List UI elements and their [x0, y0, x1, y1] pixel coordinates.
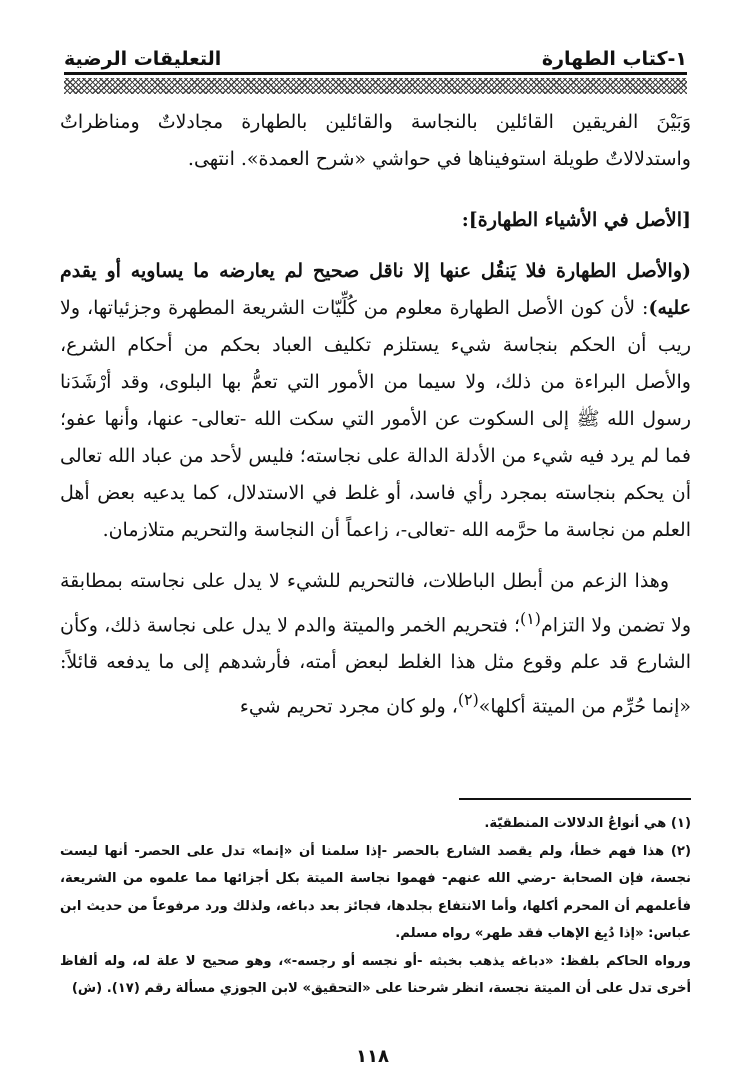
commentary-text: : لأن كون الأصل الطهارة معلوم من كُلِّيّات الشريعة المطهرة وجزئياتها، ولا ريب أن الحكم بنجاسة شيء يستلزم تكليف العباد بحكم من أحكام الشرع، والأصل البراءة من ذلك، ولا سيما من الأمور التي تعمُّ بها البلوى، وقد أرْشَدَنا رسول الله ﷺ إلى السكوت عن الأمور التي سكت الله -تعالى- عنها، وأنها عفو؛ فما لم يرد فيه شيء من الأدلة الدالة على نجاسته؛ فليس لأحد من عباد الله تعالى أن يحكم بنجاسته بمجرد رأي فاسد، أو غلط في الاستدلال، كما يدعيه بعض أهل العلم من نجاسة ما حرَّمه الله -تعالى-، زاعماً أن النجاسة والتحريم متلازمان.: [60, 297, 691, 541]
paragraph-3-part-b: ؛ فتحريم الخمر والميتة والدم لا يدل على نجاسة ذلك، وكأن الشارع قد علم وقوع مثل هذا الغلط لبعض أمته، فأرشدهم إلى ما يدفعه قائلاً: «إنما حُرِّم من الميتة أكلها»: [60, 614, 691, 718]
footnote-ref-1[interactable]: (١): [520, 609, 541, 628]
footnote-3: ورواه الحاكم بلفظ: «دباغه يذهب بخبثه -أو نجسه أو رجسه-»، وهو صحيح لا علة له، وله ألفاظ أخرى تدل على أن الميتة نجسة، انظر شرحنا على «التحقيق» لابن الجوزي مسألة رقم (١٧). (ش): [60, 953, 691, 996]
footnotes: [60, 810, 691, 1003]
main-text: [60, 104, 691, 726]
paragraph-3: [60, 563, 691, 726]
header-ornament: [64, 78, 687, 94]
header-rule: [64, 72, 687, 75]
footnote-separator: [459, 798, 691, 800]
paragraph-1: وَبَيْنَ الفريقين القائلين بالنجاسة والقائلين بالطهارة مجادلاتٌ ومناظراتٌ واستدلالاتٌ طويلة استوفيناها في حواشي «شرح العمدة». انتهى.: [60, 111, 691, 170]
section-title: [الأصل في الأشياء الطهارة]:: [461, 209, 691, 231]
paragraph-3-part-c: ، ولو كان مجرد تحريم شيء: [239, 695, 458, 718]
footnote-1: (١) هي أنواعُ الدلالات المنطقيّة.: [484, 816, 691, 831]
book-title: التعليقات الرضية: [64, 48, 222, 70]
paragraph-3-part-a: وهذا الزعم من أبطل الباطلات، فالتحريم للشيء لا يدل على نجاسته بمطابقة ولا تضمن ولا التزام: [60, 570, 692, 637]
matn-text: (والأصل الطهارة فلا يَنقُل عنها إلا ناقل صحيح لم يعارضه ما يساويه أو يقدم عليه): [60, 260, 691, 319]
paragraph-2: [60, 253, 691, 549]
footnote-2: (٢) هذا فهم خطأ، ولم يقصد الشارع بالحصر -إذا سلمنا أن «إنما» تدل على الحصر- أنها ليست نجسة، فإن الصحابة -رضي الله عنهم- فهموا نجاسة الميتة بكل أجزائها مما علموه من الشريعة، فأعلمهم أن المحرم أكلها، وأما الانتفاع بجلدها، فجائز بعد دباغه، ولذلك ورد مرفوعاً من حديث ابن عباس: «إذا دُبِغ الإهاب فقد طهر» رواه مسلم.: [60, 843, 691, 941]
running-header: [64, 40, 687, 70]
footnote-ref-2[interactable]: (٢): [457, 690, 479, 710]
page-number: ١١٨: [356, 1046, 389, 1067]
chapter-heading: ١-كتاب الطهارة: [541, 48, 687, 70]
